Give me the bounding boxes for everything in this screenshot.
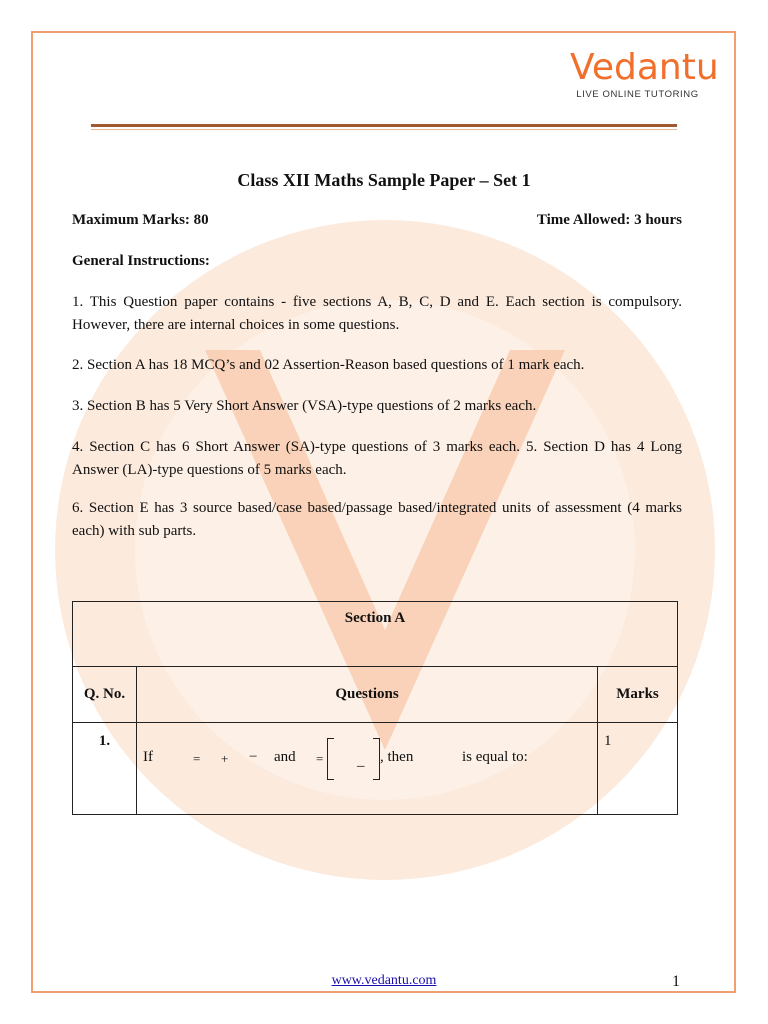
logo-tagline: LIVE ONLINE TUTORING bbox=[576, 89, 699, 100]
section-a-table bbox=[72, 601, 678, 815]
general-instructions-heading: General Instructions: bbox=[72, 253, 210, 269]
instruction-2: 2. Section A has 18 MCQ’s and 02 Assertion-Reason based questions of 1 mark each. bbox=[72, 357, 585, 373]
q-minus: − bbox=[249, 748, 258, 765]
header-questions: Questions bbox=[137, 667, 598, 723]
instruction-4: 4. Section C has 6 Short Answer (SA)-type questions of 3 marks each. 5. Section D has 4 Long Answer (LA)-type questions of 5 marks each. bbox=[72, 439, 682, 478]
instruction-1: 1. This Question paper contains - five sections A, B, C, D and E. Each section is compulsory. However, there are internal choices in some questions. bbox=[72, 294, 682, 333]
header-rule-thin bbox=[91, 129, 677, 130]
instruction-3: 3. Section B has 5 Very Short Answer (VSA)-type questions of 2 marks each. bbox=[72, 398, 537, 414]
question-text bbox=[137, 723, 598, 815]
page-number: 1 bbox=[672, 973, 680, 990]
vedantu-logo bbox=[570, 47, 719, 100]
footer-website-link[interactable]: www.vedantu.com bbox=[331, 973, 437, 988]
table-row bbox=[73, 723, 678, 815]
q-eq2: = bbox=[316, 750, 324, 766]
q-tail: is equal to: bbox=[462, 748, 528, 765]
matrix-right-bracket bbox=[373, 738, 380, 780]
header-rule bbox=[91, 124, 677, 127]
q-plus: + bbox=[221, 750, 229, 766]
matrix-left-bracket bbox=[327, 738, 334, 780]
logo-wordmark: Vedantu bbox=[570, 47, 719, 88]
maximum-marks: Maximum Marks: 80 bbox=[72, 212, 209, 228]
q-then: , then bbox=[380, 748, 414, 765]
q-if: If bbox=[143, 748, 153, 765]
q-and: and bbox=[274, 748, 296, 765]
header-qno: Q. No. bbox=[73, 667, 137, 723]
time-allowed: Time Allowed: 3 hours bbox=[536, 212, 682, 228]
question-marks: 1 bbox=[598, 723, 678, 815]
header-marks: Marks bbox=[598, 667, 678, 723]
instruction-6: 6. Section E has 3 source based/case based/passage based/integrated units of assessment (4 marks each) with sub parts. bbox=[72, 500, 682, 539]
question-number: 1. bbox=[73, 723, 137, 815]
q-eq1: = bbox=[193, 750, 201, 766]
section-a-title: Section A bbox=[73, 602, 678, 667]
q-matrix-minus: _ bbox=[357, 752, 365, 769]
paper-title: Class XII Maths Sample Paper – Set 1 bbox=[237, 170, 531, 190]
